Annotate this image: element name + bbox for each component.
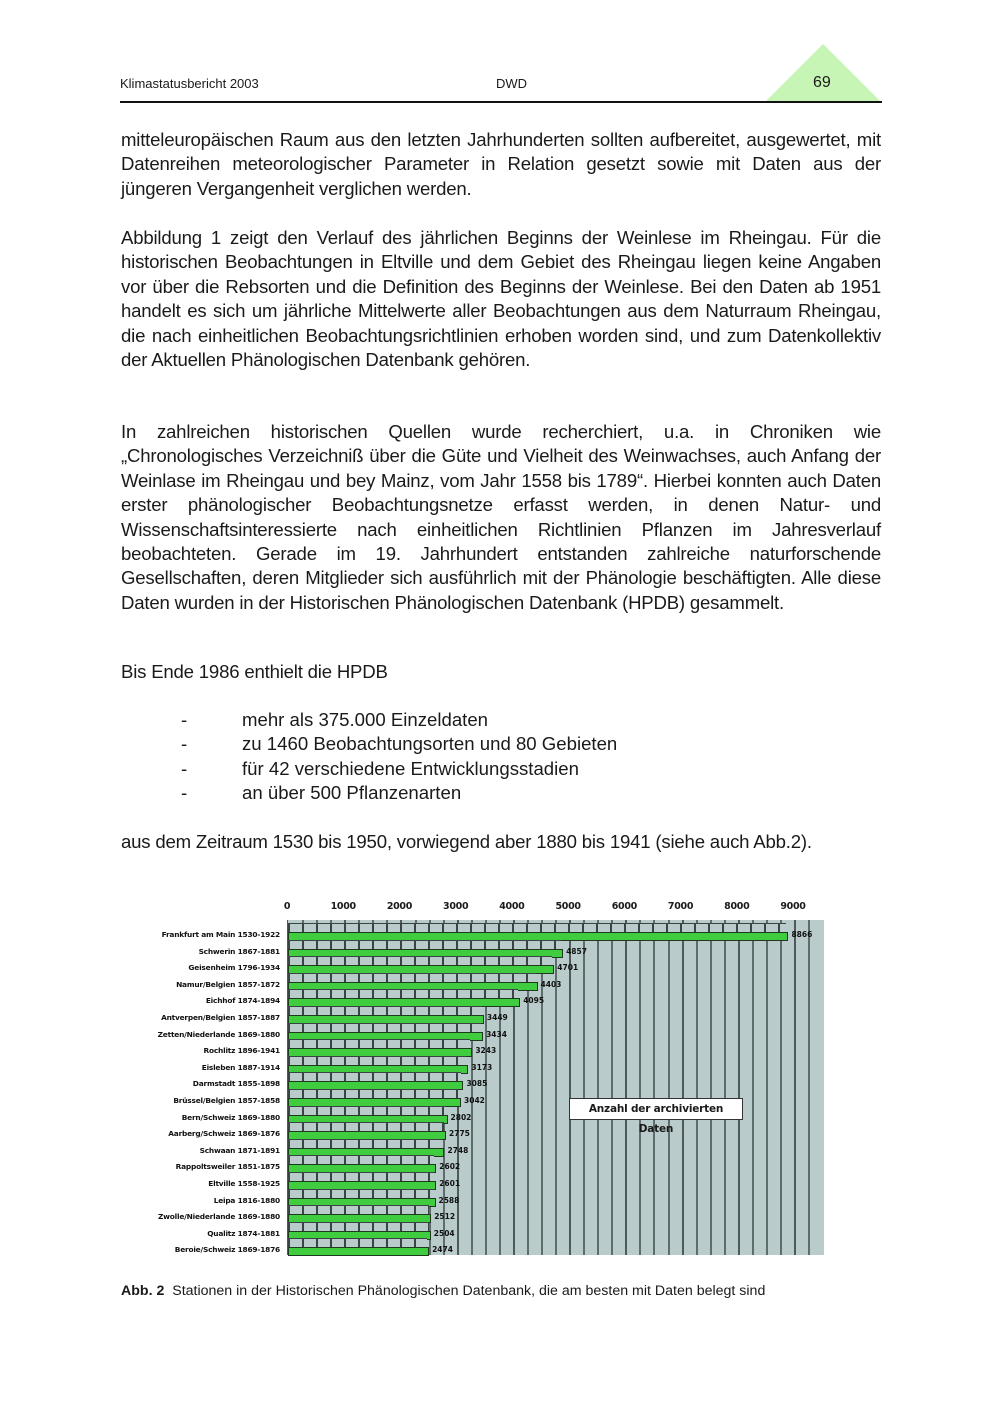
caption-label: Abb. 2: [121, 1283, 165, 1299]
bar-value-label: 2601: [439, 1179, 461, 1188]
x-tick-label: 3000: [443, 901, 469, 912]
category-label: Zwolle/Niederlande 1869-1880: [158, 1212, 280, 1222]
bullet-dash: -: [181, 709, 188, 730]
grid-line: [780, 920, 782, 1255]
grid-line: [696, 920, 698, 1255]
category-label: Eisleben 1887-1914: [201, 1062, 280, 1072]
page-number-triangle: [765, 44, 881, 102]
x-tick-label: 1000: [330, 901, 356, 912]
paragraph-text: Bis Ende 1986 enthielt die HPDB: [121, 661, 388, 682]
bar-value-label: 3042: [464, 1096, 485, 1105]
category-label: Schwerin 1867-1881: [198, 946, 280, 956]
x-tick-label: 5000: [555, 901, 581, 912]
paragraph-text: Abbildung 1 zeigt den Verlauf des jährlichen Beginns der Weinlese im Rheingau. Für die historischen Beobachtungen in Eltville und dem Gebiet des Rheingau liegen keine Angaben vor über die Rebsorten und die Definition des Beginns der Weinlese. Bei den Daten ab 1951 handelt es sich um jährliche Mittelwerte aller Beobachtungen aus dem Naturraum Rheingau, die nach einheitlichen Beobachtungsrichtlinien erhoben worden sind, und zum Datenkollektiv der Aktuellen Phänologischen Datenbank gehören.: [121, 227, 881, 371]
category-label: Rappoltsweiler 1851-1875: [175, 1162, 280, 1172]
category-label: Geisenheim 1796-1934: [188, 963, 280, 973]
caption-text: Stationen in der Historischen Phänologischen Datenbank, die am besten mit Daten belegt sind: [172, 1283, 766, 1299]
bar-value-label: 4095: [523, 996, 545, 1006]
grid-line: [738, 920, 740, 1255]
bar-value-label: 3173: [471, 1062, 493, 1072]
grid-line: [668, 920, 670, 1255]
category-label: Qualitz 1874-1881: [207, 1228, 280, 1238]
list-item-text: an über 500 Pflanzenarten: [242, 782, 462, 804]
grid-line: [724, 920, 726, 1255]
bar-value-label: 8866: [791, 930, 813, 939]
bar-value-label: 2474: [432, 1245, 453, 1255]
grid-line: [682, 920, 684, 1255]
grid-line: [653, 920, 655, 1255]
grid-line: [752, 920, 754, 1255]
plot-area: [287, 920, 824, 1255]
bar-value-label: 3243: [475, 1046, 497, 1056]
bar-value-label: 4403: [540, 979, 562, 989]
bar-value-label: 4857: [566, 946, 587, 956]
x-tick-label: 2000: [386, 901, 413, 912]
grid-line: [710, 920, 712, 1255]
paragraph-text: mitteleuropäischen Raum aus den letzten Jahrhunderten sollten aufbereitet, ausgewertet, mit Datenreihen meteorologischer Parameter in Relation gesetzt sowie mit Daten aus der jüngeren Vergangenheit verglichen werden.: [121, 129, 881, 199]
paragraph-5: [121, 830, 881, 854]
grid-line: [639, 920, 641, 1255]
list-item-text: für 42 verschiedene Entwicklungsstadien: [242, 757, 579, 779]
bar-chart-stations: [0, 895, 1000, 1265]
category-label: Darmstadt 1855-1898: [192, 1079, 280, 1089]
publisher: DWD: [496, 76, 528, 91]
category-label: Brüssel/Belgien 1857-1858: [173, 1096, 280, 1105]
paragraph-text: aus dem Zeitraum 1530 bis 1950, vorwiegend aber 1880 bis 1941 (siehe auch Abb.2).: [121, 831, 812, 852]
report-title: Klimastatusbericht 2003: [120, 76, 259, 91]
figure-caption: [121, 1283, 765, 1299]
grid-line: [611, 920, 613, 1255]
chart-legend: Anzahl der archivierten Daten: [569, 1098, 743, 1120]
x-tick-label: 7000: [667, 901, 694, 912]
bar-value-label: 3434: [486, 1029, 507, 1039]
bar-value-label: 2802: [450, 1112, 472, 1122]
header-rule: [120, 101, 882, 103]
page-header: [120, 0, 882, 104]
x-tick-label: 0: [283, 901, 291, 912]
list-item-text: mehr als 375.000 Einzeldaten: [242, 709, 489, 730]
grid-line: [583, 920, 585, 1255]
category-label: Leipa 1816-1880: [213, 1195, 280, 1205]
bullet-dash: -: [181, 782, 188, 804]
bar-value-label: 2588: [438, 1195, 460, 1205]
grid-line: [625, 920, 627, 1255]
bar-value-label: 2775: [449, 1129, 470, 1139]
paragraph-text: In zahlreichen historischen Quellen wurde recherchiert, u.a. in Chroniken wie „Chronologisches Verzeichniß über die Güte und Vielheit des Weinwachses, auch Anfang der Weinlase im Rheingau und bey Mainz, vom Jahr 1558 bis 1789“. Hierbei konnten auch Daten erster phänologischer Beobachtungsnetze erfasst werden, in denen Natur- und Wissenschaftsinteressierte nach einheitlichen Richtlinien Pflanzen im Jahresverlauf beobachteten. Gerade im 19. Jahrhundert entstanden zahlreiche naturforschende Gesellschaften, deren Mitglieder sich ausführlich mit der Phänologie beschäftigten. Alle diese Daten wurden in der Historischen Phänologischen Datenbank (HPDB) gesammelt.: [121, 421, 881, 613]
grid-line: [597, 920, 599, 1255]
x-tick-label: 4000: [499, 901, 525, 912]
category-label: Eichhof 1874-1894: [205, 996, 280, 1006]
bar-value-label: 4701: [557, 963, 579, 973]
category-label: Beroie/Schweiz 1869-1876: [174, 1245, 280, 1255]
category-label: Zetten/Niederlande 1869-1880: [157, 1029, 280, 1039]
paragraph-2: [121, 226, 881, 372]
bar-value-label: 2512: [434, 1212, 456, 1222]
x-tick-label: 9000: [780, 901, 806, 912]
grid-line: [808, 920, 810, 1255]
bar-value-label: 2748: [447, 1145, 469, 1155]
category-label: Antverpen/Belgien 1857-1887: [161, 1013, 280, 1022]
category-label: Bern/Schweiz 1869-1880: [181, 1112, 280, 1122]
paragraph-4: [121, 660, 881, 684]
category-label: Frankfurt am Main 1530-1922: [161, 930, 280, 939]
list-item-text: zu 1460 Beobachtungsorten und 80 Gebieten: [242, 733, 618, 755]
bullet-dash: -: [181, 733, 188, 755]
category-label: Rochlitz 1896-1941: [203, 1046, 280, 1056]
category-label: Namur/Belgien 1857-1872: [176, 979, 280, 989]
bullet-dash: -: [181, 757, 188, 779]
x-tick-label: 6000: [611, 901, 637, 912]
x-tick-label: 8000: [724, 901, 750, 912]
bar-value-label: 3085: [466, 1079, 488, 1089]
paragraph-1: [121, 128, 881, 201]
bar-value-label: 2602: [439, 1162, 461, 1172]
category-label: Schwaan 1871-1891: [199, 1145, 280, 1155]
bar-value-label: 2504: [433, 1228, 455, 1238]
category-label: Eltville 1558-1925: [208, 1179, 280, 1188]
bar: [288, 1247, 429, 1256]
bar-value-label: 3449: [486, 1013, 508, 1022]
paragraph-3: [121, 420, 881, 615]
grid-line: [794, 920, 796, 1255]
category-label: Aarberg/Schweiz 1869-1876: [168, 1129, 280, 1139]
grid-line: [766, 920, 768, 1255]
page-number: 69: [813, 74, 831, 91]
